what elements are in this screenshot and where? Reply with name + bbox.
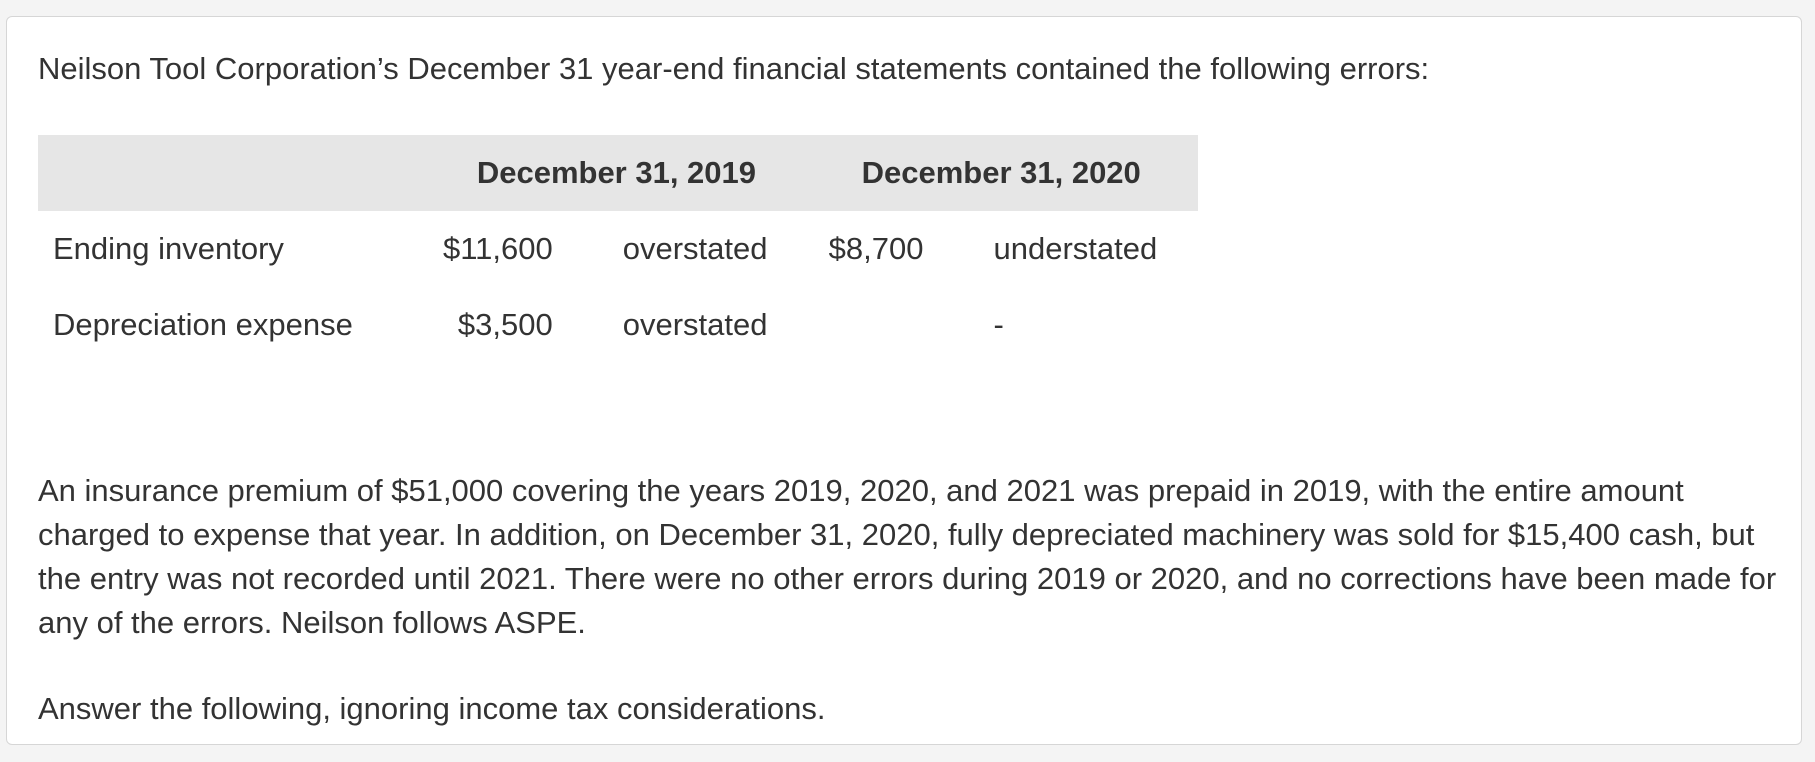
errors-table bbox=[38, 135, 1198, 363]
amount-2019: $3,500 bbox=[457, 307, 553, 342]
row-label: Depreciation expense bbox=[53, 307, 353, 342]
status-2019: overstated bbox=[622, 307, 768, 342]
amount-2019: $11,600 bbox=[442, 231, 553, 266]
closing-text: Answer the following, ignoring income tax considerations. bbox=[38, 691, 826, 726]
amount-2020 bbox=[804, 287, 923, 363]
table-row bbox=[38, 287, 1198, 363]
status-2020: understated bbox=[993, 231, 1158, 266]
header-2019: December 31, 2019 bbox=[428, 135, 804, 211]
header-blank bbox=[38, 135, 428, 211]
question-panel bbox=[6, 16, 1802, 745]
row-label: Ending inventory bbox=[53, 231, 284, 266]
table-row bbox=[38, 211, 1198, 287]
status-2020: - bbox=[993, 307, 1004, 342]
body-paragraph: An insurance premium of $51,000 covering the years 2019, 2020, and 2021 was prepaid in 2019, with the entire amount charged to expense that year. In addition, on December 31, 2020, fully depreciated machinery was sold for $15,400 cash, but the entry was not recorded until 2021. There were no other errors during 2019 or 2020, and no corrections have been made for any of the errors. Neilson follows ASPE. bbox=[38, 473, 1777, 640]
intro-text: Neilson Tool Corporation’s December 31 year-end financial statements contained the following errors: bbox=[38, 51, 1430, 86]
table-header-row bbox=[38, 135, 1198, 211]
status-2019: overstated bbox=[622, 231, 768, 266]
amount-2020: $8,700 bbox=[828, 231, 924, 266]
header-2020: December 31, 2020 bbox=[804, 135, 1198, 211]
